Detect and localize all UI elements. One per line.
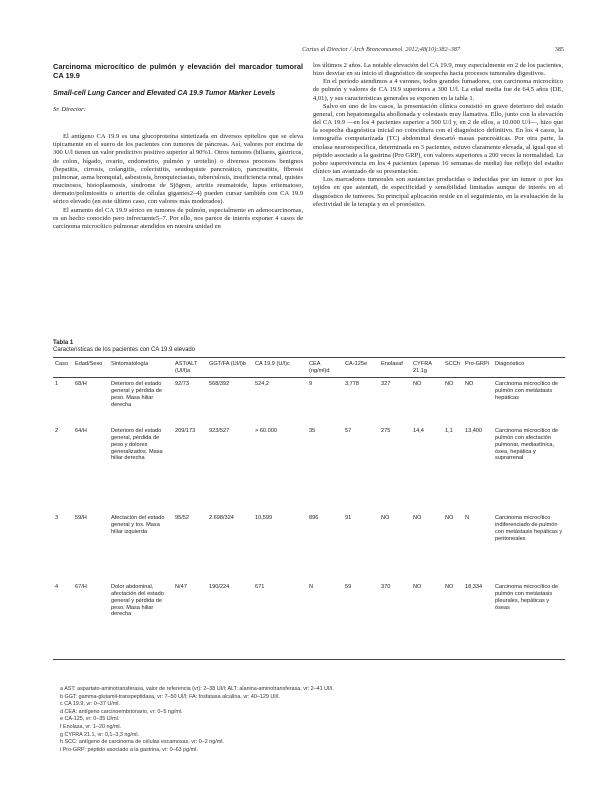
table-cell: NO <box>465 381 474 388</box>
table-cell: NO <box>445 381 454 388</box>
table-footnotes <box>60 686 560 754</box>
table-cell: 1 <box>55 381 59 388</box>
table-cell: 190/224 <box>207 581 253 660</box>
body-paragraph: Salvo en uno de los casos, la presentación clínica consistió en grave deterioro del estado general, con hepatomegalia abollonada y colestasis muy llamativa. Ello, junto con la elevación del CA 19.9 —en los 4 pacientes superior a 500 U/l y, en 2 de ellos, a 10.000 U/l—, hizo que la sospecha diagnóstica inicial no coincidiera con el diagnóstico definitivo. En los 4 casos, la tomografía computarizada (TC) abdominal descartó masas pancreáticas. Por otra parte, la enolasa neuroespecífica, determinada en 3 pacientes, estuvo claramente elevada, al igual que el péptido asociado a la gastrina (Pro GRP), con valores superiores a 200 veces la normalidad. La pobre supervivencia en los 4 pacientes (apenas 16 semanas de media) fue reflejo del estadio clínico tan avanzado de su presentación. <box>313 102 563 176</box>
body-paragraph: los últimos 2 años. La notable elevación del CA 19.9, muy especialmente en 2 de los pacientes, hizo desviar en su inicio el diagnóstico de sospecha hacia procesos tumorales digestivos. <box>313 62 563 78</box>
table-cell: 2.698/324 <box>209 515 234 522</box>
body-paragraph: El aumento del CA 19.9 sérico en tumores de pulmón, especialmente en adenocarcinomas, es un hecho conocido pero infrecuente5–7. Por ello, nos parece de interés exponer 4 casos de carcinoma microcítico pulmonar atendidos en nuestra unidad en <box>53 206 303 230</box>
salutation: Sr. Director: <box>53 106 86 113</box>
table-row <box>53 425 565 512</box>
table-cell: NO <box>411 581 443 660</box>
table-cell: > 60.000 <box>255 428 277 435</box>
table-cell: 4 <box>53 581 73 660</box>
footnote: c CA 19.9, vr: 0–37 U/ml. <box>60 701 120 708</box>
running-header <box>0 46 600 58</box>
footnote: a AST: aspartato-aminotransferasa, valor de referencia (vr): 2–38 UI/l; ALT: alanina-aminotransferasa, vr: 2–41 UI/l. <box>60 686 334 692</box>
table-cell: NO <box>443 581 463 660</box>
table-cell: 896 <box>309 515 319 522</box>
table-cell: 327 <box>381 381 391 388</box>
column-header: Enolasaf <box>379 358 411 378</box>
table-cell: 59/H <box>75 515 87 522</box>
table-cell: 59 <box>343 581 379 660</box>
table-cell: Afectación del estado general y tos. Masa hiliar izquierda <box>111 515 165 535</box>
column-header: CEA (ng/ml)d <box>307 358 343 378</box>
table-cell: 14,4 <box>413 428 424 435</box>
table-cell: NO <box>445 515 454 522</box>
table-caption: Características de los pacientes con CA 19.9 elevado <box>53 347 196 353</box>
table-cell: 3,778 <box>345 381 359 388</box>
column-header: SCCh <box>443 358 463 378</box>
table-cell: Carcinoma microcítico indiferenciado de pulmón con metástasis hepáticas y peritoneales <box>495 515 563 542</box>
table-cell: Carcinoma microcítico de pulmón con afectación pulmonar, mediastínica, ósea, hepática y suprarrenal <box>495 428 559 462</box>
table-cell: 57 <box>345 428 352 435</box>
table-cell: Deterioro del estado general y pérdida de peso. Masa hiliar derecha <box>111 381 163 408</box>
table-cell: NO <box>381 515 390 522</box>
body-paragraph: En el período atendimos a 4 varones, todos grandes fumadores, con carcinoma microcítico de pulmón y valores de CA 19.9 superiores a 300 U/l. La edad media fue de 64,5 años (DE, 4,01), y sus características generales se exponen en la tabla 1. <box>313 78 563 102</box>
table-header-row <box>53 358 565 378</box>
table-row <box>53 512 565 581</box>
table-cell: N <box>307 581 343 660</box>
footnote: g CYFRA 21.1, vr: 0,1–3,3 ng/ml. <box>60 731 140 738</box>
table-cell: 91 <box>345 515 352 522</box>
table-cell: 10,599 <box>255 515 273 522</box>
column-header: Caso <box>53 358 73 378</box>
table-label: Tabla 1 <box>53 340 74 346</box>
table-cell: 2 <box>55 428 59 435</box>
table-cell: 18,334 <box>463 581 493 660</box>
table-cell: 1,1 <box>445 428 453 435</box>
table-cell: 524,2 <box>255 381 269 388</box>
page-number: 385 <box>554 46 564 53</box>
column-header: CYFRA 21.1g <box>411 358 443 378</box>
table-cell: 370 <box>379 581 411 660</box>
table-cell: 923/527 <box>209 428 230 435</box>
table-cell: 95/52 <box>175 515 189 522</box>
table-cell: 67/H <box>73 581 109 660</box>
table-cell: NO <box>413 381 422 388</box>
footnote: b GGT: gamma-glutamil-transpeptidasa, vr: 7–50 UI/l; FA: fosfatasa alcalina, vr: 40–129 UI/l. <box>60 693 280 700</box>
table-cell: Carcinoma microcítico de pulmón con metástasis hepáticas <box>495 381 559 401</box>
table-cell: 68/H <box>75 381 87 388</box>
table-cell: Dolor abdominal, afectación del estado general y pérdida de peso. Masa hiliar derecha <box>109 581 173 660</box>
column-header: CA-125e <box>343 358 379 378</box>
table-cell: Carcinoma microcítico de pulmón con metástasis pleurales, hepáticas y óseas <box>493 581 565 660</box>
article-title-spanish: Carcinoma microcítico de pulmón y elevación del marcador tumoral CA 19.9 <box>53 62 303 80</box>
footnote: f Enolasa, vr: 1–20 ng/ml. <box>60 723 122 730</box>
footnote: h SCC: antígeno de carcinoma de células escamosas, vr: 0–2 ng/ml. <box>60 739 224 746</box>
table-cell: 568/392 <box>209 381 230 388</box>
footnote: e CA-125, vr: 0–35 U/ml. <box>60 716 120 723</box>
table-cell: 275 <box>381 428 391 435</box>
table-cell: 64/H <box>75 428 87 435</box>
right-column <box>313 62 563 209</box>
column-header: AST/ALT (UI/l)a <box>173 358 207 378</box>
column-header: CA 19.9 (U/l)c <box>253 358 307 378</box>
column-header: Sintomatología <box>109 358 173 378</box>
footnote: i Pro-GRP: péptido asociado a la gastrina, vr: 0–63 pg/ml. <box>60 746 198 753</box>
table-cell: 3 <box>55 515 59 522</box>
table-cell: 92/73 <box>175 381 189 388</box>
table-cell: 13,400 <box>465 428 483 435</box>
body-paragraph: El antígeno CA 19.9 es una glucoproteína sintetizada en diversos epitelios que se eleva típicamente en el suero de los pacientes con tumores de páncreas. Así, valores por encima de 300 U/l tienen un valor predictivo positivo superior al 90%1. Otros tumores (biliares, gástricos, de colon, hígado, ovario, endometrio, pulmón y urotelio) o diversos procesos benignos (hepatitis, cirrosis, colangitis, colecistitis, seudoquiste pancreático, pancreatitis, fibrosis pulmonar, asma bronquial, asbestosis, bronquiectasias, tuberculosis, insuficiencia renal, quistes mucinosos, histoplasmosis, síndrome de Sjögren, artritis reumatoide, lupus eritematoso, dermato/polimiositis o arteritis de células gigantes2–4) pueden cursar también con CA 19.9 sérico elevado (en este último caso, con valores más moderados). <box>53 133 303 206</box>
footnote: d CEA: antígeno carcinoembrionario, vr: 0–5 ng/ml. <box>60 708 183 715</box>
journal-citation: Cartas al Director / Arch Bronconeumol. 2012;48(10):382–387 <box>302 46 460 53</box>
table-cell: N/47 <box>173 581 207 660</box>
table-cell: 209/173 <box>175 428 196 435</box>
table-cell: 671 <box>253 581 307 660</box>
table-row <box>53 581 565 660</box>
patient-table-block <box>53 340 565 660</box>
column-header: Diagnóstico <box>493 358 565 378</box>
patient-characteristics-table <box>53 357 565 660</box>
table-cell: 35 <box>309 428 316 435</box>
column-header: GGT/FA (UI/l)b <box>207 358 253 378</box>
table-cell: 9 <box>309 381 313 388</box>
table-row <box>53 378 565 426</box>
column-header: Pro-GRPi <box>463 358 493 378</box>
body-paragraph: Los marcadores tumorales son sustancias producidas o inducidas por un tumor o por los tejidos en que asienta8, de especificidad y sensibilidad limitadas aunque de interés en el diagnóstico de tumores. Su principal aplicación reside en el seguimiento, en la evaluación de la efectividad de la terapia y en el pronóstico. <box>313 176 563 208</box>
table-cell: N <box>465 515 470 522</box>
table-cell: NO <box>413 515 422 522</box>
left-column <box>53 62 303 231</box>
article-title-english: Small-cell Lung Cancer and Elevated CA 19.9 Tumor Marker Levels <box>53 90 276 97</box>
column-header: Edad/Sexo <box>73 358 109 378</box>
table-cell: Deterioro del estado general, pérdida de peso y dolores generalizados. Masa hiliar derecha <box>111 428 163 462</box>
